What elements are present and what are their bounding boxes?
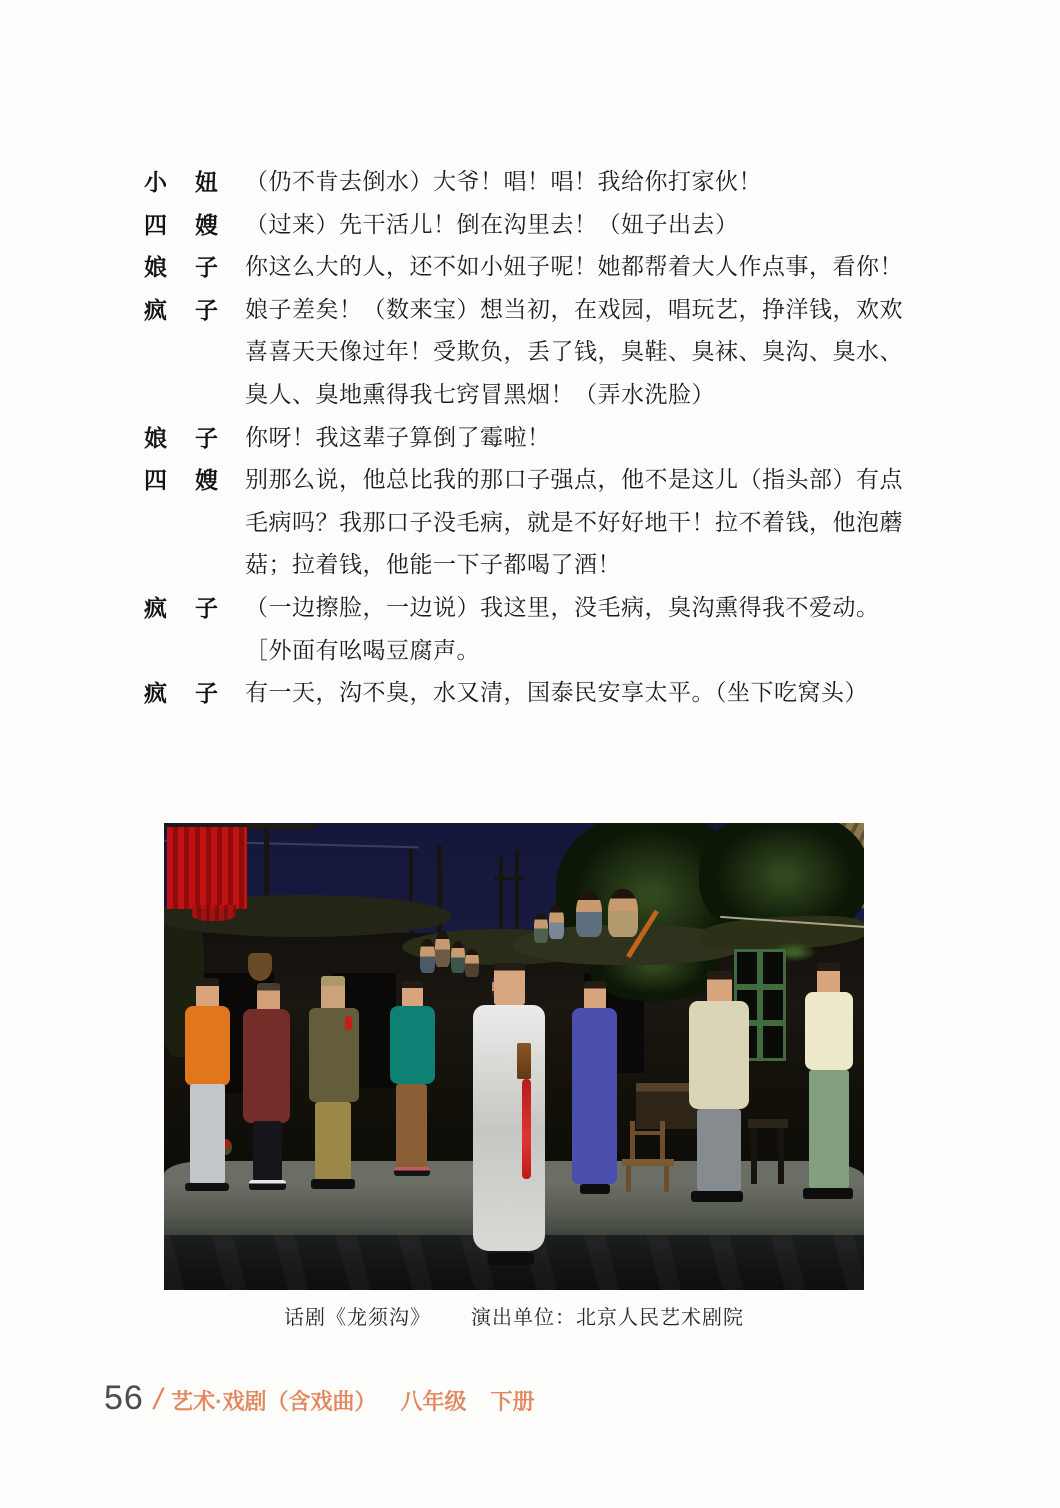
- actor-teal-jacket-woman: [388, 981, 438, 1183]
- actor-military-uniform-man: [302, 976, 366, 1190]
- dialogue-text: 你这么大的人，还不如小妞子呢！她都帮着大人作点事，看你！: [245, 254, 903, 280]
- bamboo-clapper: [517, 1043, 531, 1079]
- speaker-name: 疯子: [144, 296, 218, 323]
- onlooker-head: [420, 939, 435, 973]
- photo-caption: [164, 1301, 864, 1330]
- pole-crossbar: [494, 877, 524, 880]
- script-dialogue: [144, 161, 918, 715]
- dialogue-text: 有一天，沟不臭，水又清，国泰民安享太平。（坐下吃窝头）: [245, 680, 868, 706]
- footer-volume: 下册: [490, 1389, 535, 1414]
- speaker-name: 疯子: [144, 594, 218, 621]
- dialogue-entry: [144, 246, 918, 289]
- dialogue-entry: [144, 630, 918, 673]
- speaker-name: 娘子: [144, 254, 218, 281]
- footer-subject: 艺术·戏剧（含戏曲）: [171, 1389, 377, 1414]
- page-footer: [104, 1379, 535, 1418]
- onlooker-head: [549, 905, 564, 939]
- wooden-chair: [622, 1121, 674, 1193]
- dialogue-entry: [144, 289, 918, 417]
- dialogue-entry: [144, 204, 918, 247]
- dialogue-text: 你呀！我这辈子算倒了霉啦！: [245, 424, 551, 450]
- onlooker-leaning: [608, 889, 638, 937]
- dialogue-text: （仍不肯去倒水）大爷！唱！唱！我给你打家伙！: [245, 169, 762, 194]
- hanging-basket: [248, 953, 272, 981]
- speaker-name: 四嫂: [144, 211, 218, 238]
- dialogue-text: 娘子差矣！（数来宝）想当初，在戏园，唱玩艺，挣洋钱，欢欢喜喜天天像过年！受欺负，丢了钱，臭鞋、臭袜、臭沟、臭水、臭人、臭地熏得我七窍冒黑烟！（弄水洗脸）: [245, 296, 903, 407]
- footer-slash: /: [153, 1383, 163, 1416]
- actor-yellow-shirt-man: [798, 963, 860, 1213]
- page-number: 56: [104, 1379, 144, 1417]
- dialogue-entry: [144, 417, 918, 460]
- actor-maroon-robe-woman: [238, 983, 296, 1190]
- actor-orange-shirt-woman: [180, 978, 236, 1191]
- actor-cream-jacket-man: [682, 971, 756, 1203]
- speaker-name: 小妞: [144, 169, 218, 195]
- dialogue-text: ［外面有吆喝豆腐声。: [245, 637, 480, 663]
- photo-caption-title: 话剧《龙须沟》: [284, 1307, 431, 1329]
- speaker-name: 娘子: [144, 424, 218, 451]
- red-curtain-fringe: [192, 905, 236, 921]
- dialogue-text: （一边擦脸，一边说）我这里，没毛病，臭沟熏得我不爱动。: [245, 594, 880, 620]
- speaker-name: 疯子: [144, 680, 218, 707]
- actor-blue-robe-woman: [568, 981, 622, 1195]
- onlooker-leaning: [576, 891, 602, 937]
- dialogue-entry: [144, 587, 918, 630]
- photo-caption-unit: 演出单位：北京人民艺术剧院: [471, 1307, 744, 1329]
- footer-grade: 八年级: [400, 1389, 467, 1414]
- actor-white-robe-man-center: [460, 963, 560, 1265]
- speaker-name: 四嫂: [144, 467, 218, 494]
- stage-photo: [164, 823, 864, 1290]
- stage-pole: [437, 845, 442, 945]
- dialogue-entry: [144, 672, 918, 715]
- dialogue-entry: [144, 161, 918, 204]
- dialogue-text: （过来）先干活儿！倒在沟里去！（妞子出去）: [245, 211, 739, 237]
- red-curtain: [167, 827, 247, 909]
- onlooker-head: [534, 913, 548, 943]
- dialogue-text: 别那么说，他总比我的那口子强点，他不是这儿（指头部）有点毛病吗？我那口子没毛病，就是不好好地干！拉不着钱，他泡蘑菇；拉着钱，他能一下子都喝了酒！: [245, 467, 903, 578]
- onlooker-head: [435, 931, 450, 967]
- red-tassel: [522, 1079, 531, 1179]
- dialogue-entry: [144, 459, 918, 587]
